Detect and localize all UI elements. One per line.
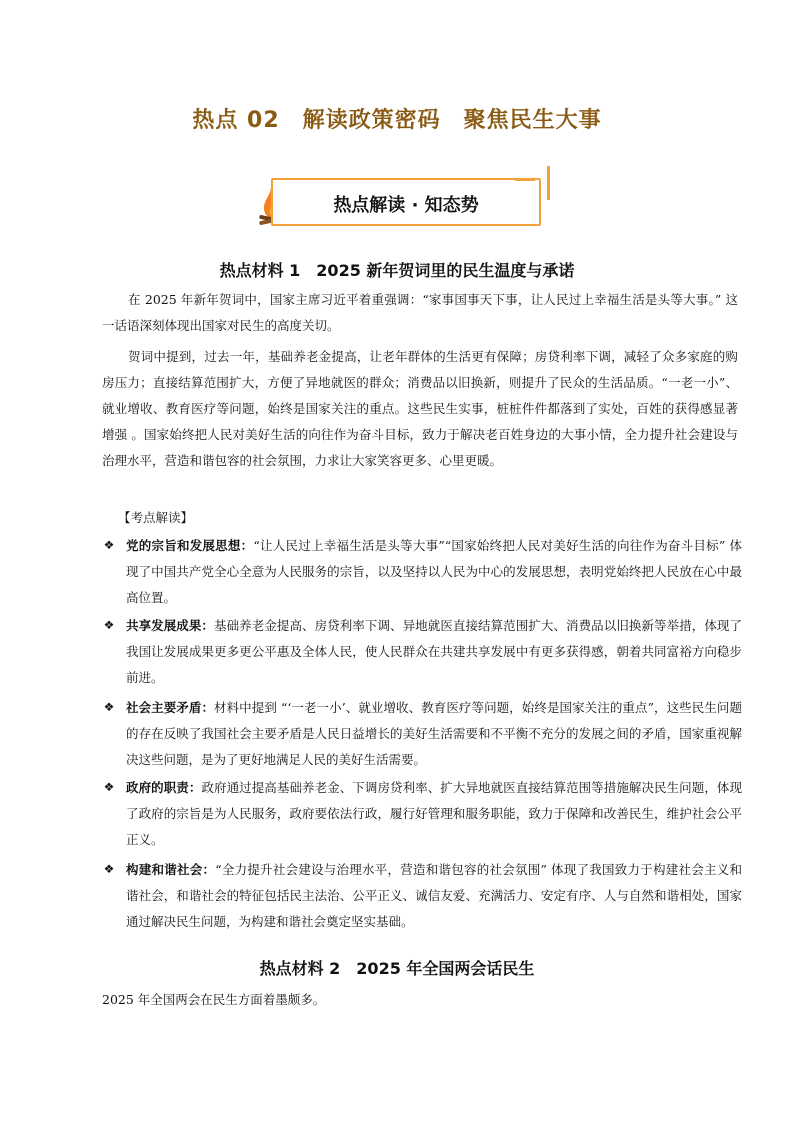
analysis-point <box>102 533 742 611</box>
diamond-bullet-icon: ❖ <box>103 780 115 794</box>
point-text: 政府通过提高基础养老金、下调房贷利率、扩大异地就医直接结算范围等措施解决民生问题，体现了政府的宗旨是为人民服务，政府要依法行政，履行好管理和服务职能，致力于保障和改善民生，维护社会公平正义。 <box>126 780 742 847</box>
analysis-point <box>102 695 742 773</box>
banner-frame <box>271 178 541 226</box>
material2-intro: 2025 年全国两会在民生方面着墨颇多。 <box>102 992 326 1007</box>
point-text: 基础养老金提高、房贷利率下调、异地就医直接结算范围扩大、消费品以旧换新等举措，体现了我国让发展成果更多更公平惠及全体人民，使人民群众在共建共享发展中有更多获得感，朝着共同富裕方向稳步前进。 <box>126 618 742 685</box>
point-heading: 党的宗旨和发展思想： <box>126 538 254 553</box>
analysis-point <box>102 857 742 935</box>
material2-heading: 热点材料 2 2025 年全国两会话民生 <box>259 959 535 978</box>
banner-accent <box>515 178 535 181</box>
diamond-bullet-icon: ❖ <box>103 700 115 714</box>
diamond-bullet-icon: ❖ <box>103 862 115 876</box>
analysis-point <box>102 613 742 691</box>
material1-heading: 热点材料 1 2025 新年贺词里的民生温度与承诺 <box>219 261 575 280</box>
diamond-bullet-icon: ❖ <box>103 618 115 632</box>
point-text: “让人民过上幸福生活是头等大事”“国家始终把人民对美好生活的向往作为奋斗目标” 体现了中国共产党全心全意为人民服务的宗旨，以及坚持以人民为中心的发展思想，表明党始终把人民放在心中最高位置。 <box>126 538 742 605</box>
analysis-point <box>102 775 742 853</box>
point-heading: 社会主要矛盾： <box>126 700 215 715</box>
point-text: “全力提升社会建设与治理水平，营造和谐包容的社会氛围” 体现了我国致力于构建社会主义和谐社会，和谐社会的特征包括民主法治、公平正义、诚信友爱、充满活力、安定有序、人与自然和谐相处，国家通过解决民生问题，为构建和谐社会奠定坚实基础。 <box>126 862 742 929</box>
point-text: 材料中提到 “‘一老一小’、就业增收、教育医疗等问题，始终是国家关注的重点”，这些民生问题的存在反映了我国社会主要矛盾是人民日益增长的美好生活需要和不平衡不充分的发展之间的矛盾，国家重视解决这些问题，是为了更好地满足人民的美好生活需要。 <box>126 700 742 767</box>
material1-paragraph: 贺词中提到，过去一年，基础养老金提高，让老年群体的生活更有保障；房贷利率下调，减轻了众多家庭的购房压力；直接结算范围扩大，方便了异地就医的群众；消费品以旧换新，则提升了民众的生活品质。“一老一小”、就业增收、教育医疗等问题，始终是国家关注的重点。这些民生实事，桩桩件件都落到了实处，百姓的获得感显著增强 。国家始终把人民对美好生活的向往作为奋斗目标，致力于解决老百姓身边的大事小情，全力提升社会建设与治理水平，营造和谐包容的社会氛围，力求让大家笑容更多、心里更暖。 <box>102 349 738 468</box>
analysis-label: 【考点解读】 <box>118 510 194 525</box>
diamond-bullet-icon: ❖ <box>103 538 115 552</box>
point-heading: 政府的职责： <box>126 780 202 795</box>
page-title: 热点 02 解读政策密码 聚焦民生大事 <box>192 108 602 133</box>
section-banner <box>255 172 545 232</box>
banner-label: 热点解读 · 知态势 <box>333 195 479 216</box>
point-heading: 构建和谐社会： <box>126 862 216 877</box>
point-heading: 共享发展成果： <box>126 618 215 633</box>
banner-accent-vertical <box>547 166 550 200</box>
material1-paragraph: 在 2025 年新年贺词中，国家主席习近平着重强调：“家事国事天下事，让人民过上幸福生活是头等大事。” 这一话语深刻体现出国家对民生的高度关切。 <box>102 292 738 333</box>
